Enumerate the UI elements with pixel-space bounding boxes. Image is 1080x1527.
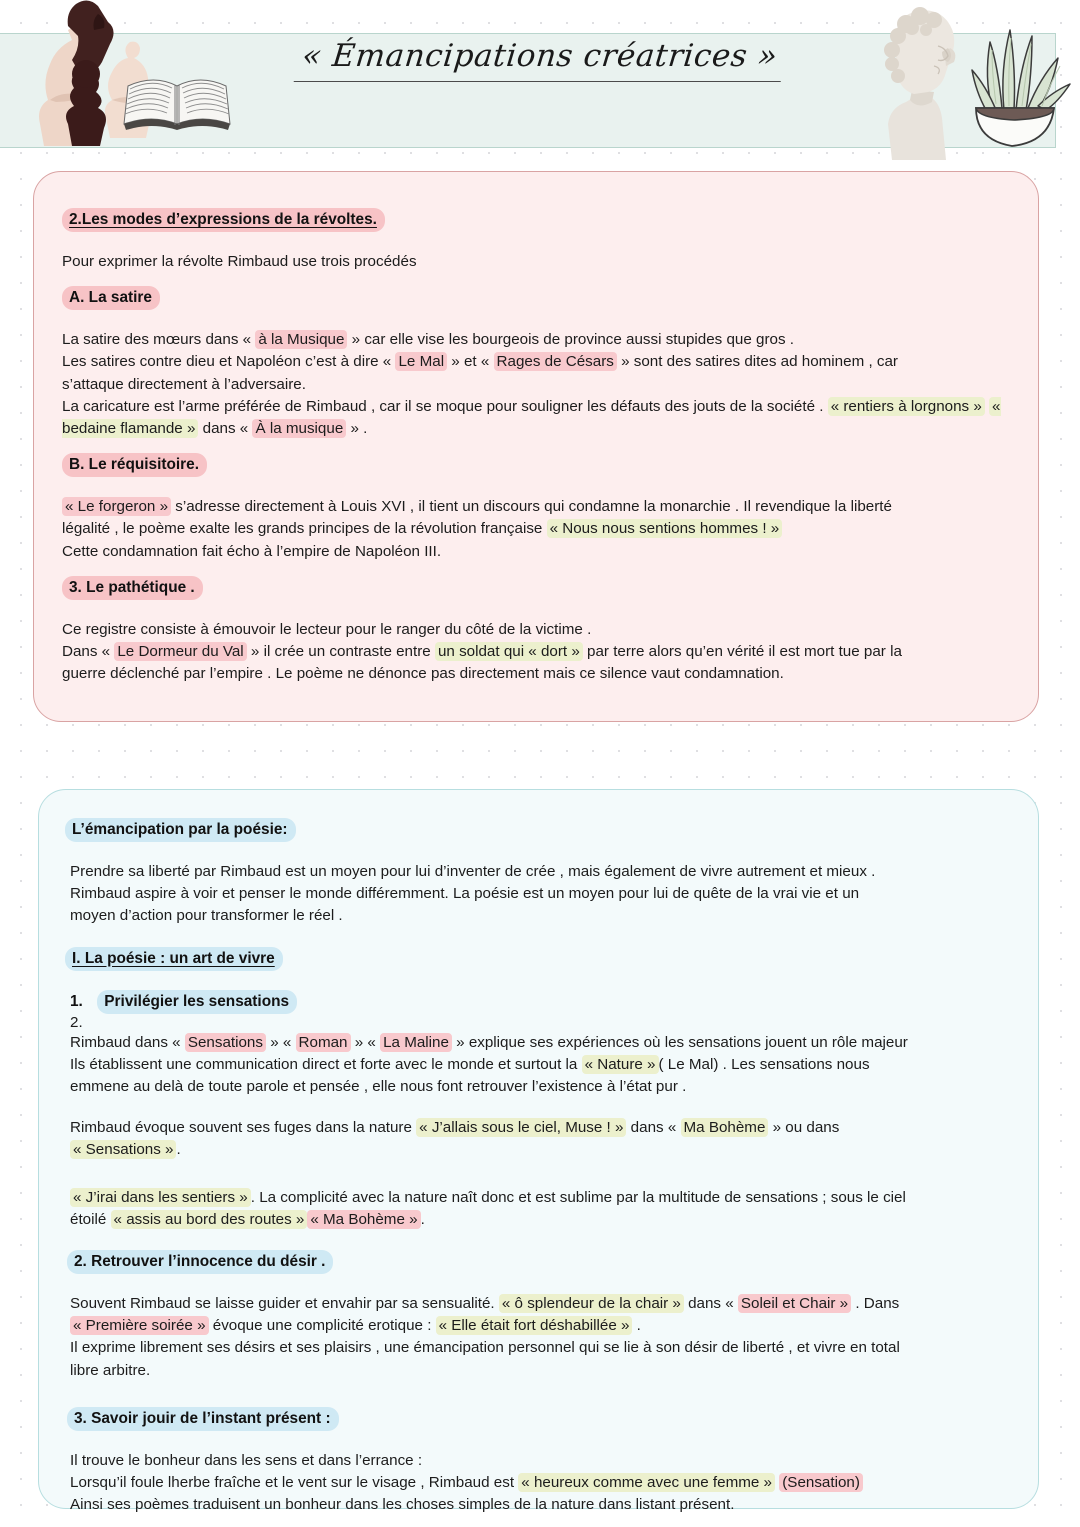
potted-plant-icon xyxy=(962,22,1072,150)
pathetique-paragraph xyxy=(62,619,1008,686)
satire-paragraph xyxy=(62,329,1008,440)
emancipation-intro-line-2: Rimbaud aspire à voir et penser le monde différemment. La poésie est un moyen pour lui de quête de la vrai vie et un xyxy=(70,885,860,903)
innocence-line-3: Il exprime librement ses désirs et ses plaisirs , une émancipation personnel qui se lie à son désir de liberté , et vivre en total xyxy=(70,1339,900,1357)
quote-un-soldat-qui-dort: un soldat qui « dort » xyxy=(435,642,583,661)
sensations-paragraph-3 xyxy=(65,1187,1012,1231)
quote-soleil-et-chair: Soleil et Chair » xyxy=(738,1294,851,1313)
emancipation-intro-paragraph xyxy=(65,861,1012,928)
subsection-heading-sensations xyxy=(65,990,1012,1014)
innocence-paragraph xyxy=(65,1293,1012,1382)
emancipation-intro-line-3: moyen d’action pour transformer le réel . xyxy=(70,907,343,925)
instant-present-line-1: Il trouve le bonheur dans les sens et dans l’errance : xyxy=(70,1451,423,1469)
quote-a-la-musique-2: À la musique xyxy=(252,419,346,438)
quote-ma-boheme-2: « Ma Bohème » xyxy=(307,1210,420,1229)
subsection-heading-requisitoire xyxy=(62,453,1008,477)
stray-number-2: 2. xyxy=(70,1013,83,1031)
quote-sensations: Sensations xyxy=(185,1033,266,1052)
section-heading-revolt-text: 2.Les modes d’expressions de la révoltes. xyxy=(62,208,385,232)
quote-le-mal: Le Mal xyxy=(395,352,447,371)
subsection-heading-instant-present-text: 3. Savoir jouir de l’instant présent : xyxy=(67,1407,339,1431)
instant-present-paragraph xyxy=(65,1450,1012,1517)
quote-sensations-2: « Sensations » xyxy=(70,1140,176,1159)
subsection-heading-satire xyxy=(62,286,1008,310)
innocence-line-4: libre arbitre. xyxy=(70,1361,151,1379)
quote-jallais-sous-le-ciel: « J’allais sous le ciel, Muse ! » xyxy=(416,1118,626,1137)
subsection-heading-pathetique-text: 3. Le pathétique . xyxy=(62,576,203,600)
quote-heureux-comme-avec-une-femme: « heureux comme avec une femme » xyxy=(518,1473,775,1492)
satire-line-3: s’attaque directement à l’adversaire. xyxy=(62,375,306,393)
subsection-heading-sensations-text: Privilégier les sensations xyxy=(97,990,297,1014)
quote-nature: « Nature » xyxy=(582,1055,659,1074)
sensations-line-3: emmene au delà de toute parole et pensée , elle nous font retrouver l’existence à l’état pur . xyxy=(70,1077,687,1095)
revolt-intro-paragraph xyxy=(62,251,1008,273)
subsection-heading-innocence-text: 2. Retrouver l’innocence du désir . xyxy=(67,1250,333,1274)
part-heading-art-de-vivre-text: I. La poésie : un art de vivre xyxy=(65,947,283,971)
sensations-p3-line-2: étoilé « assis au bord des routes » « Ma Bohème » . xyxy=(70,1210,425,1228)
quote-assis-au-bord-des-routes: « assis au bord des routes » xyxy=(111,1210,308,1229)
quote-rentiers-a-lorgnons: « rentiers à lorgnons » xyxy=(828,397,985,416)
subsection-heading-instant-present xyxy=(65,1407,1012,1431)
pathetique-line-1: Ce registre consiste à émouvoir le lecteur pour le ranger du côté de la victime . xyxy=(62,620,592,638)
requisitoire-line-2: légalité , le poème exalte les grands principes de la révolution française « Nous nous sentions hommes ! » xyxy=(62,518,1008,540)
section-heading-emancipation xyxy=(65,818,1012,842)
pathetique-line-2: Dans « Le Dormeur du Val » il crée un contraste entre un soldat qui « dort » par terre alors qu’en vérité il est mort tue par la xyxy=(62,642,902,660)
revolt-expression-card xyxy=(33,171,1039,722)
quote-nous-nous-sentions-hommes: « Nous nous sentions hommes ! » xyxy=(547,519,783,538)
sensations-p2-line-1: Rimbaud évoque souvent ses fuges dans la nature « J’allais sous le ciel, Muse ! » dans « Ma Bohème » ou dans xyxy=(70,1119,840,1137)
quote-rages-de-cesars: Rages de Césars xyxy=(494,352,617,371)
quote-a-la-musique: à la Musique xyxy=(255,330,347,349)
sensations-paragraph-2 xyxy=(65,1117,1012,1161)
quote-roman: Roman xyxy=(296,1033,351,1052)
subsection-heading-satire-text: A. La satire xyxy=(62,286,160,310)
requisitoire-line-3: Cette condamnation fait écho à l’empire de Napoléon III. xyxy=(62,542,442,560)
instant-present-line-2: Lorsqu’il foule lherbe fraîche et le vent sur le visage , Rimbaud est « heureux comme avec une femme » (Sensation) xyxy=(70,1472,1012,1494)
sensations-p3-line-1: « J’irai dans les sentiers » . La complicité avec la nature naît donc et est sublime par la multitude de sensations ; sous le ciel xyxy=(70,1187,1012,1209)
section-heading-revolt xyxy=(62,208,1008,232)
quote-sensation-source: (Sensation) xyxy=(779,1473,863,1492)
quote-premiere-soiree: « Première soirée » xyxy=(70,1316,209,1335)
quote-jirai-dans-les-sentiers: « J’irai dans les sentiers » xyxy=(70,1188,251,1207)
instant-present-line-3: Ainsi ses poèmes traduisent un bonheur dans les choses simples de la nature dans listant présent. xyxy=(70,1496,735,1514)
subsection-heading-requisitoire-text: B. Le réquisitoire. xyxy=(62,453,207,477)
requisitoire-line-1: « Le forgeron » s’adresse directement à Louis XVI , il tient un discours qui condamne la monarchie . Il revendique la liberté xyxy=(62,496,1008,518)
quote-o-splendeur-de-la-chair: « ô splendeur de la chair » xyxy=(499,1294,684,1313)
subsection-heading-innocence xyxy=(65,1250,1012,1274)
quote-le-dormeur-du-val: Le Dormeur du Val xyxy=(114,642,246,661)
section-heading-emancipation-text: L’émancipation par la poésie: xyxy=(65,818,296,842)
quote-bedaine-flamande: « bedaine flamande » xyxy=(62,397,1001,437)
poetry-emancipation-card xyxy=(38,789,1039,1514)
subsection-heading-pathetique xyxy=(62,576,1008,600)
sensations-paragraph-1 xyxy=(65,1032,1012,1099)
innocence-line-1: Souvent Rimbaud se laisse guider et envahir par sa sensualité. « ô splendeur de la chair » dans « Soleil et Chair » . Dans xyxy=(70,1294,900,1312)
satire-line-1: La satire des mœurs dans « à la Musique » car elle vise les bourgeois de province aussi stupides que gros . xyxy=(62,331,795,349)
sensations-line-2: Ils établissent une communication direct et forte avec le monde et surtout la « Nature » ( Le Mal) . Les sensations nous xyxy=(70,1055,870,1073)
pathetique-line-3: guerre déclenché par l’empire . Le poème ne dénonce pas directement mais ce silence vaut condamnation. xyxy=(62,665,784,683)
requisitoire-paragraph xyxy=(62,496,1008,563)
satire-line-2: Les satires contre dieu et Napoléon c’est à dire « Le Mal » et « Rages de Césars » sont des satires dites ad hominem , car xyxy=(62,353,898,371)
quote-la-maline: La Maline xyxy=(380,1033,452,1052)
subsection-number-1: 1. xyxy=(70,992,83,1010)
part-heading-art-de-vivre xyxy=(65,947,1012,971)
sensations-p2-line-2: « Sensations » . xyxy=(70,1139,1012,1161)
sensations-line-1: Rimbaud dans « Sensations » « Roman » « La Maline » explique ses expériences où les sensations jouent un rôle majeur xyxy=(70,1033,908,1051)
quote-elle-etait-fort-deshabillee: « Elle était fort déshabillée » xyxy=(436,1316,633,1335)
satire-line-4: La caricature est l’arme préférée de Rimbaud , car il se moque pour souligner les défauts des jouts de la société . « rentiers à lorgnons » « bedaine flamande » dans « À la musique » . xyxy=(62,397,1001,437)
open-book-icon xyxy=(118,72,236,134)
revolt-intro-text: Pour exprimer la révolte Rimbaud use trois procédés xyxy=(62,253,417,271)
page-title-text: « Émancipations créatrices » xyxy=(294,38,786,82)
quote-ma-boheme: Ma Bohème xyxy=(681,1118,769,1137)
quote-le-forgeron: « Le forgeron » xyxy=(62,497,171,516)
innocence-line-2: « Première soirée » évoque une complicité erotique : « Elle était fort déshabillée » . xyxy=(70,1315,1012,1337)
emancipation-intro-line-1: Prendre sa liberté par Rimbaud est un moyen pour lui d’inventer de crée , mais également de vivre autrement et mieux . xyxy=(70,863,876,881)
